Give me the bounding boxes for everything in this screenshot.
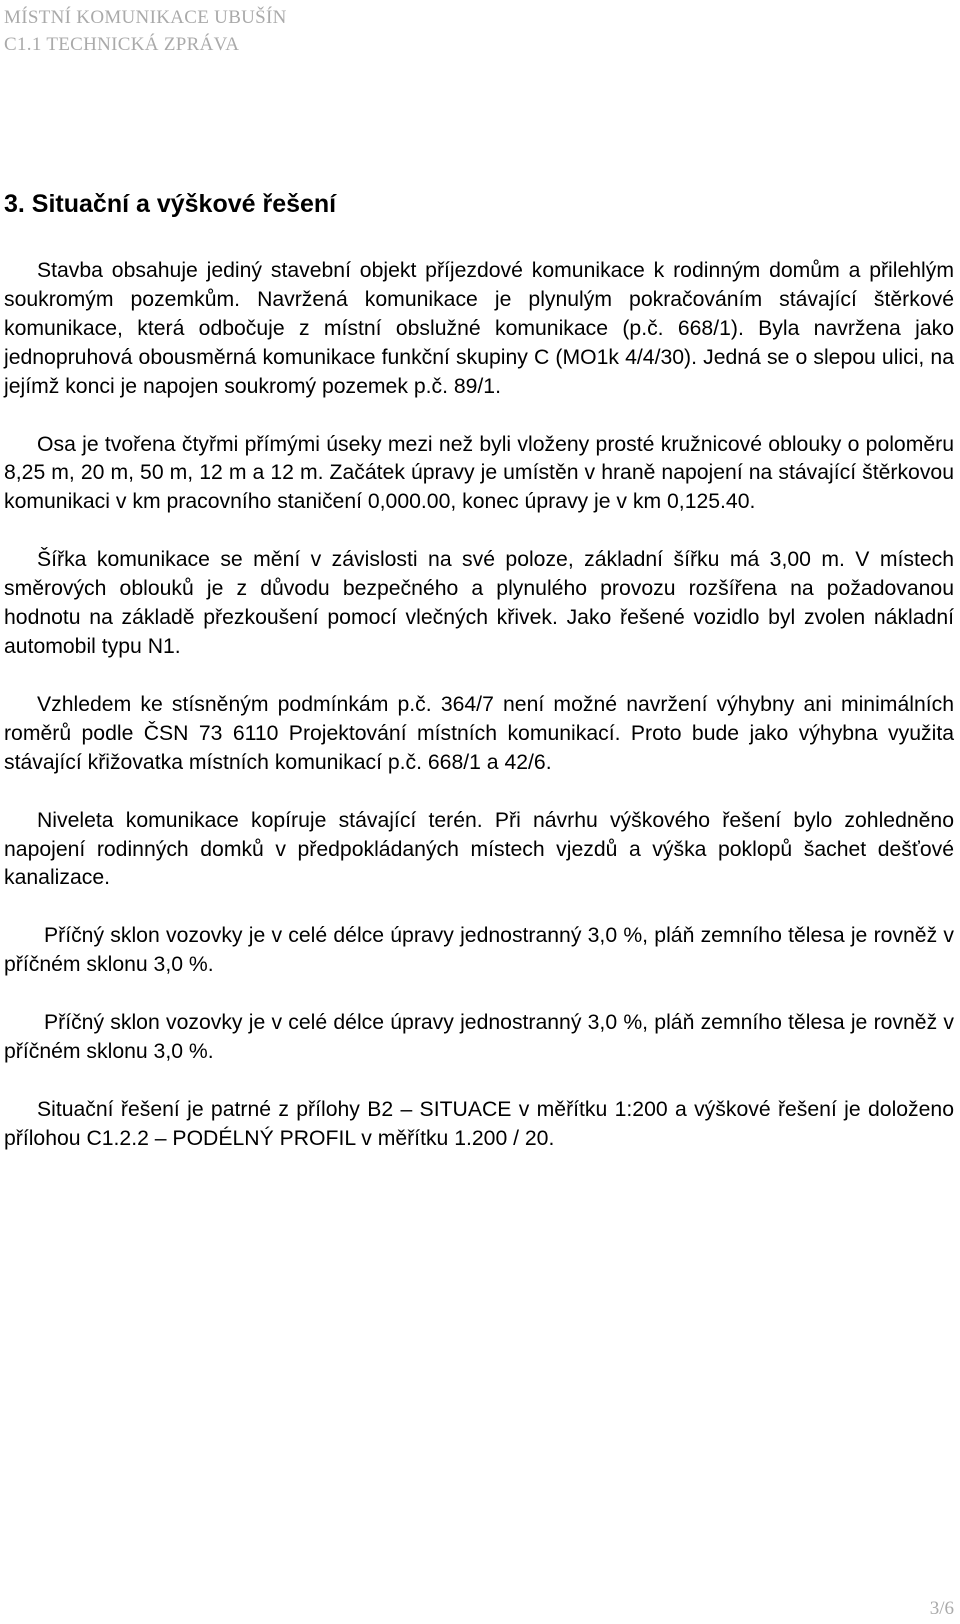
page-number: 3/6 xyxy=(929,1598,954,1619)
section-heading: 3. Situační a výškové řešení xyxy=(4,190,337,218)
paragraph-osa: Osa je tvořena čtyřmi přímými úseky mezi než byli vloženy prosté kružnicové oblouky o poloměru 8,25 m, 20 m, 50 m, 12 m a 12 m. Začátek úpravy je umístěn v hraně napojení na stávající štěrkovou komunikaci v km pracovního staničení 0,000.00, konec úpravy je v km 0,125.40. xyxy=(4,432,954,514)
paragraph-pricny-sklon-2: Příčný sklon vozovky je v celé délce úpravy jednostranný 3,0 %, pláň zemního tělesa je rovněž v příčném sklonu 3,0 %. xyxy=(4,1011,954,1064)
paragraph-pricny-sklon-1: Příčný sklon vozovky je v celé délce úpravy jednostranný 3,0 %, pláň zemního tělesa je rovněž v příčném sklonu 3,0 %. xyxy=(4,924,954,977)
paragraph-stavba: Stavba obsahuje jediný stavební objekt příjezdové komunikace k rodinným domům a přilehlým soukromým pozemkům. Navržená komunikace je plynulým pokračováním stávající štěrkové komunikace, která odbočuje z místní obslužné komunikace (p.č. 668/1). Byla navržena jako jednopruhová obousměrná komunikace funkční skupiny C (MO1k 4/4/30). Jedná se o slepou ulici, na jejímž konci je napojen soukromý pozemek p.č. 89/1. xyxy=(4,259,954,398)
paragraph-situacni-reseni: Situační řešení je patrné z přílohy B2 – SITUACE v měřítku 1:200 a výškové řešení je doloženo přílohou C1.2.2 – PODÉLNÝ PROFIL v měřítku 1.200 / 20. xyxy=(4,1097,954,1150)
project-title: MÍSTNÍ KOMUNIKACE UBUŠÍN xyxy=(4,7,287,28)
paragraph-sirka: Šířka komunikace se mění v závislosti na své poloze, základní šířku má 3,00 m. V místech směrových oblouků je z důvodu bezpečného a plynulého provozu rozšířena na požadovanou hodnotu na základě přezkoušení pomocí vlečných křivek. Jako řešené vozidlo byl zvolen nákladní automobil typu N1. xyxy=(4,548,954,658)
document-body xyxy=(4,257,954,1154)
paragraph-niveleta: Niveleta komunikace kopíruje stávající terén. Při návrhu výškového řešení bylo zohledněno napojení rodinných domků v předpokládaných místech vjezdů a výška poklopů šachet dešťové kanalizace. xyxy=(4,808,954,890)
document-header xyxy=(4,4,287,58)
paragraph-vyhybna: Vzhledem ke stísněným podmínkám p.č. 364/7 není možné navržení výhybny ani minimálních roměrů podle ČSN 73 6110 Projektování místních komunikací. Proto bude jako výhybna využita stávající křižovatka místních komunikací p.č. 668/1 a 42/6. xyxy=(4,692,954,774)
document-subtitle: C1.1 TECHNICKÁ ZPRÁVA xyxy=(4,34,240,55)
